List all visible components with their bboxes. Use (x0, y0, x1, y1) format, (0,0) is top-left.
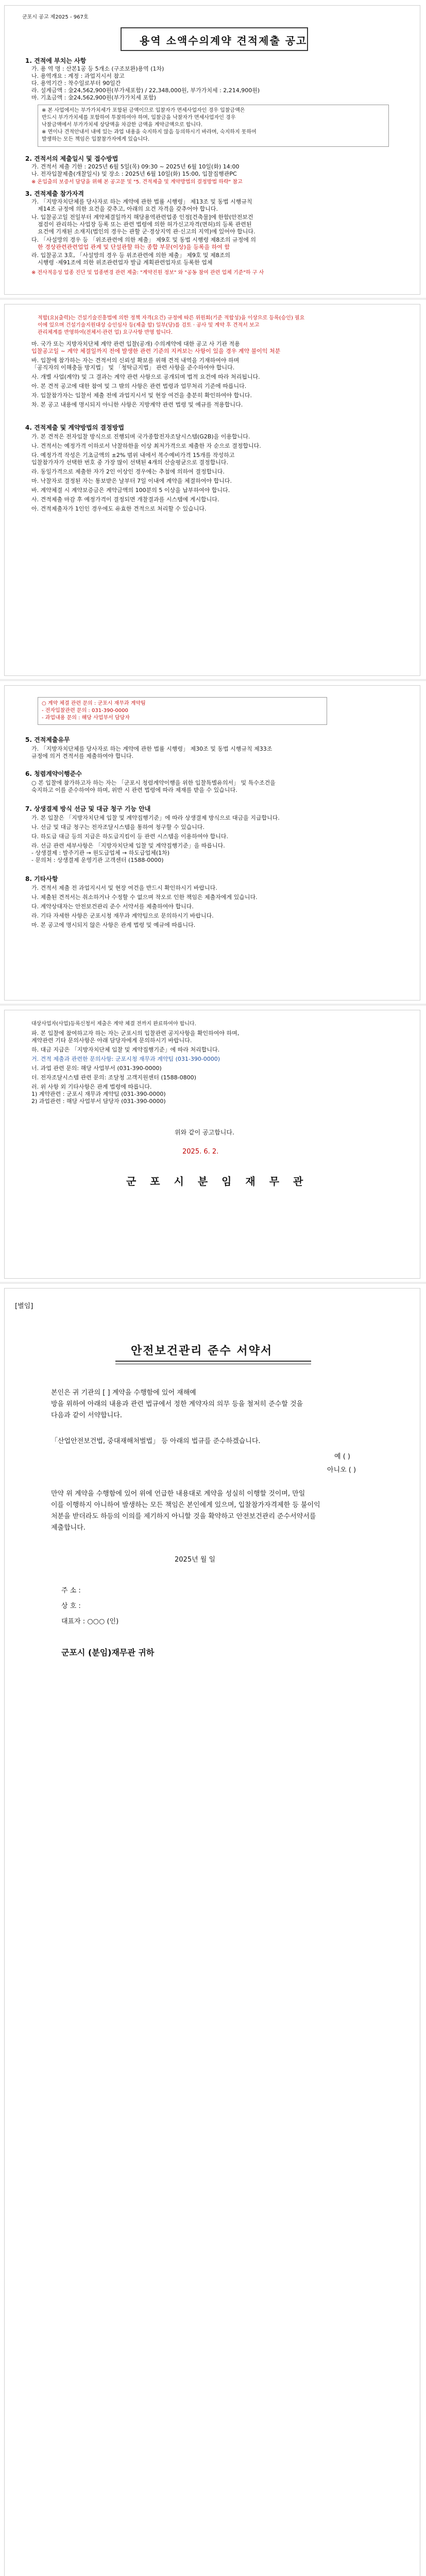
page-gap (0, 679, 426, 681)
s3-item: 나. 입찰공고일 전일부터 계약체결일까지 해당용역관련업종 인정[건축물]에 한함(안전보건 (31, 214, 253, 221)
s4-item: 입찰참가자가 선택한 번호 중 가장 많이 선택된 4개의 산술평균으로 결정합니다. (31, 459, 228, 466)
page-5 (4, 1288, 420, 2576)
p4-paragraph: 대상사업자(사업)등록신청서 제출은 계약 체결 전까지 완료하여야 합니다. (31, 1021, 196, 1027)
pledge-body: 다음과 같이 서약합니다. (51, 1412, 122, 1419)
checklist-no[interactable]: 아니오 ( ) (327, 1466, 356, 1474)
p2-note: 관리체계를 반영하여(전체서·관련 업) 요구사항 반영 합니다. (38, 330, 173, 335)
pledge-body-2: 제출합니다. (51, 1524, 86, 1532)
s2-note: ※ 온입출의 보증서 담당을 위해 본 공고문 및 "5. 견적제출 및 계약방법의 결정방법 하략" 참고 (31, 179, 243, 185)
notice-number: 군포시 공고 제2025 - 967호 (22, 14, 89, 20)
s4-item: 라. 동일가격으로 제출한 자가 2인 이상인 경우에는 추첨에 의하여 결정합니다. (31, 468, 225, 475)
s4-item: 다. 예정가격 작성은 기초금액의 ±2% 범위 내에서 복수예비가격 15개를 작성하고 (31, 452, 235, 459)
pledge-body-2: 만약 위 계약을 수행함에 있어 위에 언급한 내용대로 계약을 성실히 이행할 것이며, 만일 (51, 1490, 305, 1498)
p2-paragraph: 바. 입찰에 참가하는 자는 견적서의 신뢰성 확보를 위해 견적 내역을 기재하여야 하며 (31, 357, 240, 364)
addressee: 군포시 (분임)재무관 귀하 (61, 1648, 155, 1657)
s3-item: 가. 「지방자치단체를 당사자로 하는 계약에 관한 법률 시행령」 제13조 및 동법 시행규칙 (31, 198, 252, 205)
s1-note: ※ 면이나 견적안내서 내에 있는 과업 내용을 숙지하지 않음 등의하시기 바라며, 숙지하지 못하여 (42, 129, 257, 135)
section-5-title: 5. 견적제출유무 (25, 736, 70, 743)
page-gap (0, 298, 426, 300)
field-company[interactable]: 상 호 : (61, 1602, 81, 1610)
p2-paragraph: 차. 본 공고 내용에 명시되지 아니한 사항은 지방계약 관련 법령 및 예규를 적용합니다. (31, 401, 243, 408)
attachment-tag: [별임] (15, 1302, 33, 1310)
s7-item: 다. 하도급 대금 등의 지급은 하도급지킴이 등 관련 시스템을 이용하여야 합니다. (31, 833, 228, 840)
section-8-title: 8. 기타사항 (25, 875, 58, 883)
p4-paragraph: 더. 전자조달시스템 관련 문의: 조달청 고객지원센터 (1588-0800) (31, 1074, 196, 1081)
s4-item: 아. 견적제출자가 1인인 경우에도 유효한 견적으로 처리할 수 있습니다. (31, 505, 207, 512)
s7-item: - 문의처 : 상생결제 운영기관 고객센터 (1588-0000) (31, 857, 164, 863)
s3-note: ※ 전사적응성 업종 진단 및 업종변경 관련 제출: "계약진원 정보" 와 "공동 참여 관련 업체 기준"하 구 사 (31, 270, 264, 276)
s1-note: 낙찰금액에서 부가가치세 상당액을 차감한 금액을 계약금액으로 합니다. (42, 122, 203, 128)
p2-paragraph: 입찰공고일 ~ 계약 체결일까지 전에 발생한 관련 기준의 지켜보는 사항이 있을 경우 계약 불이익 처분 (31, 348, 281, 354)
section-3-title: 3. 견적제출 참가자격 (25, 190, 84, 197)
p2-paragraph: 자. 입찰참가자는 입찰서 제출 전에 과업지시서 및 현장 여건을 충분히 확인하여야 합니다. (31, 392, 252, 399)
notice-title: 용역 소액수의계약 견적제출 공고 (140, 35, 308, 47)
page-gap (0, 1004, 426, 1006)
p4-paragraph: 파. 본 입찰에 참여하고자 하는 자는 군포시의 입찰관련 공지사항을 확인하여야 하며, (31, 1030, 240, 1037)
s8-item: 가. 견적서 제출 전 과업지시서 및 현장 여건을 반드시 확인하시기 바랍니다. (31, 885, 217, 891)
field-address[interactable]: 주 소 : (61, 1587, 81, 1595)
pledge-body: 방을 위하여 아래의 내용과 관련 법규에서 정한 계약자의 의무 등을 철저히 준수할 것을 (51, 1400, 303, 1408)
field-representative[interactable]: 대표자 : ○○○ (인) (61, 1618, 119, 1625)
s3-item: 라. 입찰공고 3호, 「사설망의 경우 등 위조관련에 의한 제출」 제9호 및 제8조의 (31, 252, 230, 259)
p2-note: 적합(요)(출력)는 건설기술진흥법에 의한 정책 자격(요건) 규정에 따른 위원회(기준 적합성)을 이상으로 등록(승인) 필요 (38, 315, 305, 321)
s2-item: 나. 전자입찰제출(개찰일시) 및 장소 : 2025년 6월 10일(화) 15:00, 입찰집행관PC (31, 171, 237, 177)
page-1 (4, 5, 420, 295)
p4-paragraph: 러. 위 사항 외 기타사항은 관계 법령에 따릅니다. (31, 1083, 152, 1090)
s3-item: 다. 「사설망의 경우 등 「위조관련에 의한 제출」 제9호 및 동법 시행령 제8조의 규정에 의 (31, 236, 256, 243)
s1-item: 가. 용 역 명 : 산본1공 등 5개소 (구조보완)용역 (1차) (31, 65, 164, 72)
s7-item: - 상생결제 : 발주기관 → 원도급업체 → 하도급업체(1차) (31, 850, 170, 856)
closing-text: 위와 같이 공고합니다. (175, 1129, 234, 1136)
p2-paragraph: 마. 국가 또는 지방자치단체 계약 관련 입찰(공개) 수의계약에 대한 공고 사 기관 적용 (31, 341, 240, 347)
pledge-body-2: 처분을 받더라도 하등의 이의를 제기하지 아니할 것을 확약하고 안전보건관리 준수서약서를 (51, 1513, 316, 1520)
section-4-title: 4. 견적제출 및 계약방법의 결정방법 (25, 424, 124, 431)
s8-item: 라. 기타 자세한 사항은 군포시청 재무과 계약팀으로 문의하시기 바랍니다. (31, 912, 214, 919)
s1-note: ※ 본 사업에서는 부가가치세가 포함된 금액이므로 입찰자가 면세사업자인 경우 입찰금액은 (42, 108, 245, 113)
p4-paragraph: 거. 견적 제출과 관련한 문의사항: 군포시청 재무과 계약팀 (031-390-0000) (31, 1056, 220, 1062)
s6-item: 숙지하고 이를 준수하여야 하며, 위반 시 관련 법령에 따라 제재를 받을 수 있습니다. (31, 787, 237, 793)
contact-line: - 전자입찰관련 문의 : 031-390-0000 (42, 708, 128, 714)
pledge-title: 안전보건관리 준수 서약서 (131, 1345, 273, 1358)
p4-paragraph: 2) 과업관련 : 해당 사업부서 담당자 (031-390-0000) (31, 1098, 166, 1105)
s8-item: 마. 본 공고에 명시되지 않은 사항은 관계 법령 및 예규에 따릅니다. (31, 922, 196, 928)
s5-item: 가. 「지방자치단체를 당사자로 하는 계약에 관한 법률 시행령」 제30조 및 동법 시행규칙 제33조 (31, 745, 272, 752)
s4-item: 가. 본 견적은 전자입찰 방식으로 진행되며 국가종합전자조달시스템(G2B)을 이용합니다. (31, 433, 250, 440)
section-6-title: 6. 청렴계약이행준수 (25, 770, 82, 777)
s4-item: 마. 낙찰자로 결정된 자는 통보받은 날부터 7일 이내에 계약을 체결하여야 합니다. (31, 478, 232, 484)
p2-paragraph: 「공직자의 이해충돌 방지법」 및 「청탁금지법」 관련 사항을 준수하여야 합니다. (31, 364, 235, 371)
s3-item: 한 경상관련관련업업 관계 및 단설관할 하는 종합 부문(이상)을 등록을 하여 함 (38, 244, 230, 250)
title-underline (115, 1361, 311, 1364)
section-1-title: 1. 견적에 부치는 사항 (25, 57, 87, 64)
s7-item: 나. 선금 및 대금 청구는 전자조달시스템을 통하여 청구할 수 있습니다. (31, 824, 205, 831)
s3-item: 시행령 ·제91조에 의한 위조관련업자 발급 계획관련업자로 등록한 업체 (38, 259, 213, 266)
s3-item: 제14조 규정에 의한 요건을 갖추고, 아래의 요건 자격을 갖추어야 합니다. (38, 206, 218, 212)
contact-line: - 과업내용 문의 : 해당 사업부서 담당자 (42, 715, 130, 721)
s8-item: 나. 제출된 견적서는 취소하거나 수정할 수 없으며 착오로 인한 책임은 제출자에게 있습니다. (31, 894, 258, 901)
p4-paragraph: 너. 과업 관련 문의: 해당 사업부서 (031-390-0000) (31, 1065, 162, 1072)
s3-item: 요건에 기재된 소재지(법인의 경우는 관할 군·경상지역 관·신고의 지역)에 있어야 합니다. (38, 228, 255, 235)
checklist-yes[interactable]: 예 ( ) (334, 1453, 350, 1461)
s2-item: 가. 견적서 제출 기한 : 2025년 6월 5일(목) 09:30 ~ 2025년 6월 10일(화) 14:00 (31, 163, 240, 170)
page-3 (4, 685, 420, 1001)
p4-paragraph: 하. 대금 지급은 「지방자치단체 입찰 및 계약집행기준」에 따라 처리합니다. (31, 1046, 220, 1053)
p2-paragraph: 사. 개별 사업(계약) 및 그 결과는 계약 관련 사항으로 공개되며 법적 요건에 따라 처리됩니다. (31, 374, 260, 380)
s4-item: 나. 견적서는 예정가격 이하로서 낙찰하한율 이상 최저가격으로 제출한 자 순으로 결정합니다. (31, 443, 261, 449)
s7-item: 라. 선금 관련 세부사항은 「지방자치단체 입찰 및 계약집행기준」을 따릅니다. (31, 842, 225, 849)
s1-note: 반드시 부가가치세를 포함하여 투찰하여야 하며, 입찰금을 낙찰자가 면세사업자인 경우 (42, 115, 236, 121)
s1-item: 다. 용역기간 : 착수일로부터 90일간 (31, 80, 121, 87)
section-7-title: 7. 상생결제 방식 선금 및 대금 청구 기능 안내 (25, 805, 151, 812)
pledge-date[interactable]: 2025년 월 일 (175, 1556, 216, 1564)
s1-item: 라. 설계금액 : 金24,562,900원(부가세포함) / 22,348,000원, 부가가치세 : 2,214,900원) (31, 87, 260, 94)
s7-item: 가. 본 입찰은 「지방자치단체 입찰 및 계약집행기준」에 따라 상생결제 방식으로 대금을 지급합니다. (31, 815, 280, 821)
issuer-signature: 군 포 시 분 임 재 무 관 (126, 1175, 309, 1188)
page-4 (4, 1010, 420, 1279)
p2-note: 이에 있으며 건설기술지원대상 승인심사 등(제출 합) 일부(당)를 검토 · 공사 및 계약 후 견적서 보고 (38, 323, 260, 328)
s4-item: 바. 계약체결 시 계약보증금은 계약금액의 100분의 5 이상을 납부하여야 합니다. (31, 487, 230, 494)
pledge-body: 본인은 귀 기관의 [ ] 계약을 수행함에 있어 재해예 (51, 1389, 196, 1397)
s1-note: 발생하는 모든 책임은 입찰참가자에게 있습니다. (42, 137, 150, 142)
p2-paragraph: 아. 본 견적 공고에 대한 참여 및 그 밖의 사항은 관련 법령과 업무처리 기준에 따릅니다. (31, 383, 247, 389)
s3-item: 점검이 관리하는 사업장 등록 또는 관련 법령에 의한 허가신고자격(면허)의 등록 관련된 (38, 221, 252, 228)
s6-item: ○ 본 입찰에 참가하고자 하는 자는 「군포시 청렴계약이행을 위한 입찰특별유의서」 및 특수조건을 (31, 779, 276, 786)
page-2 (4, 304, 420, 676)
page-gap (0, 1282, 426, 1284)
s8-item: 다. 계약상대자는 안전보건관리 준수 서약서를 제출하여야 합니다. (31, 903, 194, 910)
s4-item: 사. 견적제출 마감 후 예정가격이 결정되면 개찰결과를 시스템에 게시합니다. (31, 496, 219, 503)
p4-paragraph: 1) 계약관련 : 군포시 재무과 계약팀 (031-390-0000) (31, 1091, 166, 1097)
s5-item: 규정에 의거 견적서를 제출하여야 합니다. (31, 753, 134, 759)
checklist-label: 「산업안전보건법, 중대재해처벌법」 등 아래의 법규를 준수하겠습니다. (51, 1437, 261, 1445)
p4-paragraph: 계약관련 기타 문의사항은 아래 담당자에게 문의하시기 바랍니다. (31, 1037, 192, 1044)
s1-item: 마. 기초금액 : 金24,562,900원(부가가치세 포함) (31, 94, 156, 101)
s1-item: 나. 용역개요 : 계정 : 과업지시서 참고 (31, 73, 125, 79)
notice-date: 2025. 6. 2. (182, 1148, 219, 1156)
section-2-title: 2. 견적서의 제출일시 및 접수방법 (25, 155, 118, 162)
pledge-body-2: 이를 이행하지 아니하여 발생하는 모든 책임은 본인에게 있으며, 입찰참가자격제한 등 불이익 (51, 1501, 320, 1509)
contact-line: ○ 계약 체결 관련 문의 : 군포시 재무과 계약팀 (42, 701, 146, 706)
